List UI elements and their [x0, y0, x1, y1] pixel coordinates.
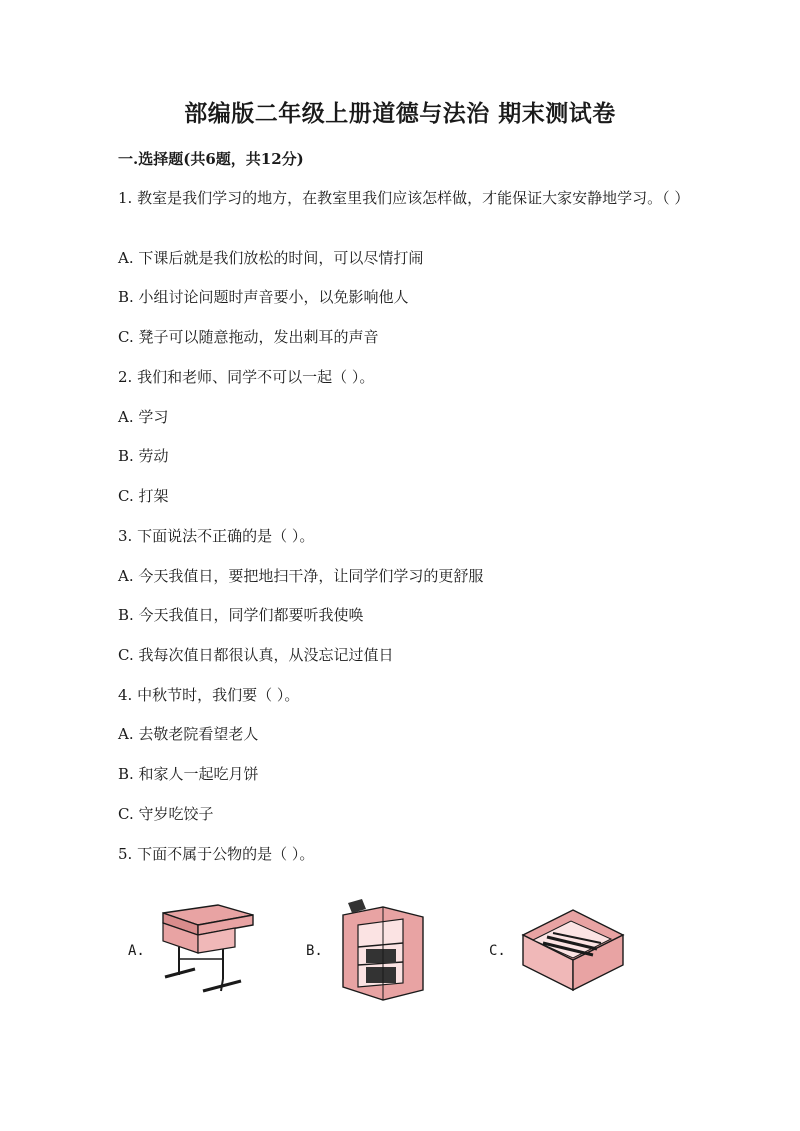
page-title: 部编版二年级上册道德与法治 期末测试卷 — [184, 100, 616, 127]
question-1-option-b: B. 小组讨论问题时声音要小，以免影响他人 — [118, 288, 409, 306]
pencil-case-icon — [513, 895, 633, 1005]
image-option-a-label: A. — [128, 943, 145, 959]
bookshelf-icon — [328, 895, 438, 1005]
question-2-option-a: A. 学习 — [118, 408, 169, 426]
image-option-b-label: B. — [306, 943, 323, 959]
image-option-a — [118, 895, 278, 1015]
section-heading: 一.选择题(共6题，共12分) — [118, 150, 304, 168]
question-3-option-a: A. 今天我值日，要把地扫干净，让同学们学习的更舒服 — [118, 567, 484, 585]
question-5-stem: 5. 下面不属于公物的是（ ）。 — [118, 845, 315, 863]
question-3-stem: 3. 下面说法不正确的是（ ）。 — [118, 527, 315, 545]
question-3-option-b: B. 今天我值日，同学们都要听我使唤 — [118, 606, 364, 624]
question-1-option-c: C. 凳子可以随意拖动，发出刺耳的声音 — [118, 328, 379, 346]
question-2-stem: 2. 我们和老师、同学不可以一起（ ）。 — [118, 368, 375, 386]
question-2-option-b: B. 劳动 — [118, 447, 169, 465]
question-3-option-c: C. 我每次值日都很认真，从没忘记过值日 — [118, 646, 394, 664]
school-desk-icon — [143, 895, 263, 1005]
question-2-option-c: C. 打架 — [118, 487, 169, 505]
image-option-c-label: C. — [489, 943, 506, 959]
question-1-stem: 1. 教室是我们学习的地方，在教室里我们应该怎样做，才能保证大家安静地学习。（ ） — [118, 189, 690, 207]
question-4-stem: 4. 中秋节时，我们要（ ）。 — [118, 686, 300, 704]
question-5-image-options — [118, 895, 688, 1015]
image-option-b — [308, 895, 468, 1015]
image-option-c — [489, 895, 673, 1015]
question-4-option-a: A. 去敬老院看望老人 — [118, 725, 259, 743]
question-1-option-a: A. 下课后就是我们放松的时间，可以尽情打闹 — [118, 249, 424, 267]
question-4-option-c: C. 守岁吃饺子 — [118, 805, 214, 823]
question-4-option-b: B. 和家人一起吃月饼 — [118, 765, 259, 783]
